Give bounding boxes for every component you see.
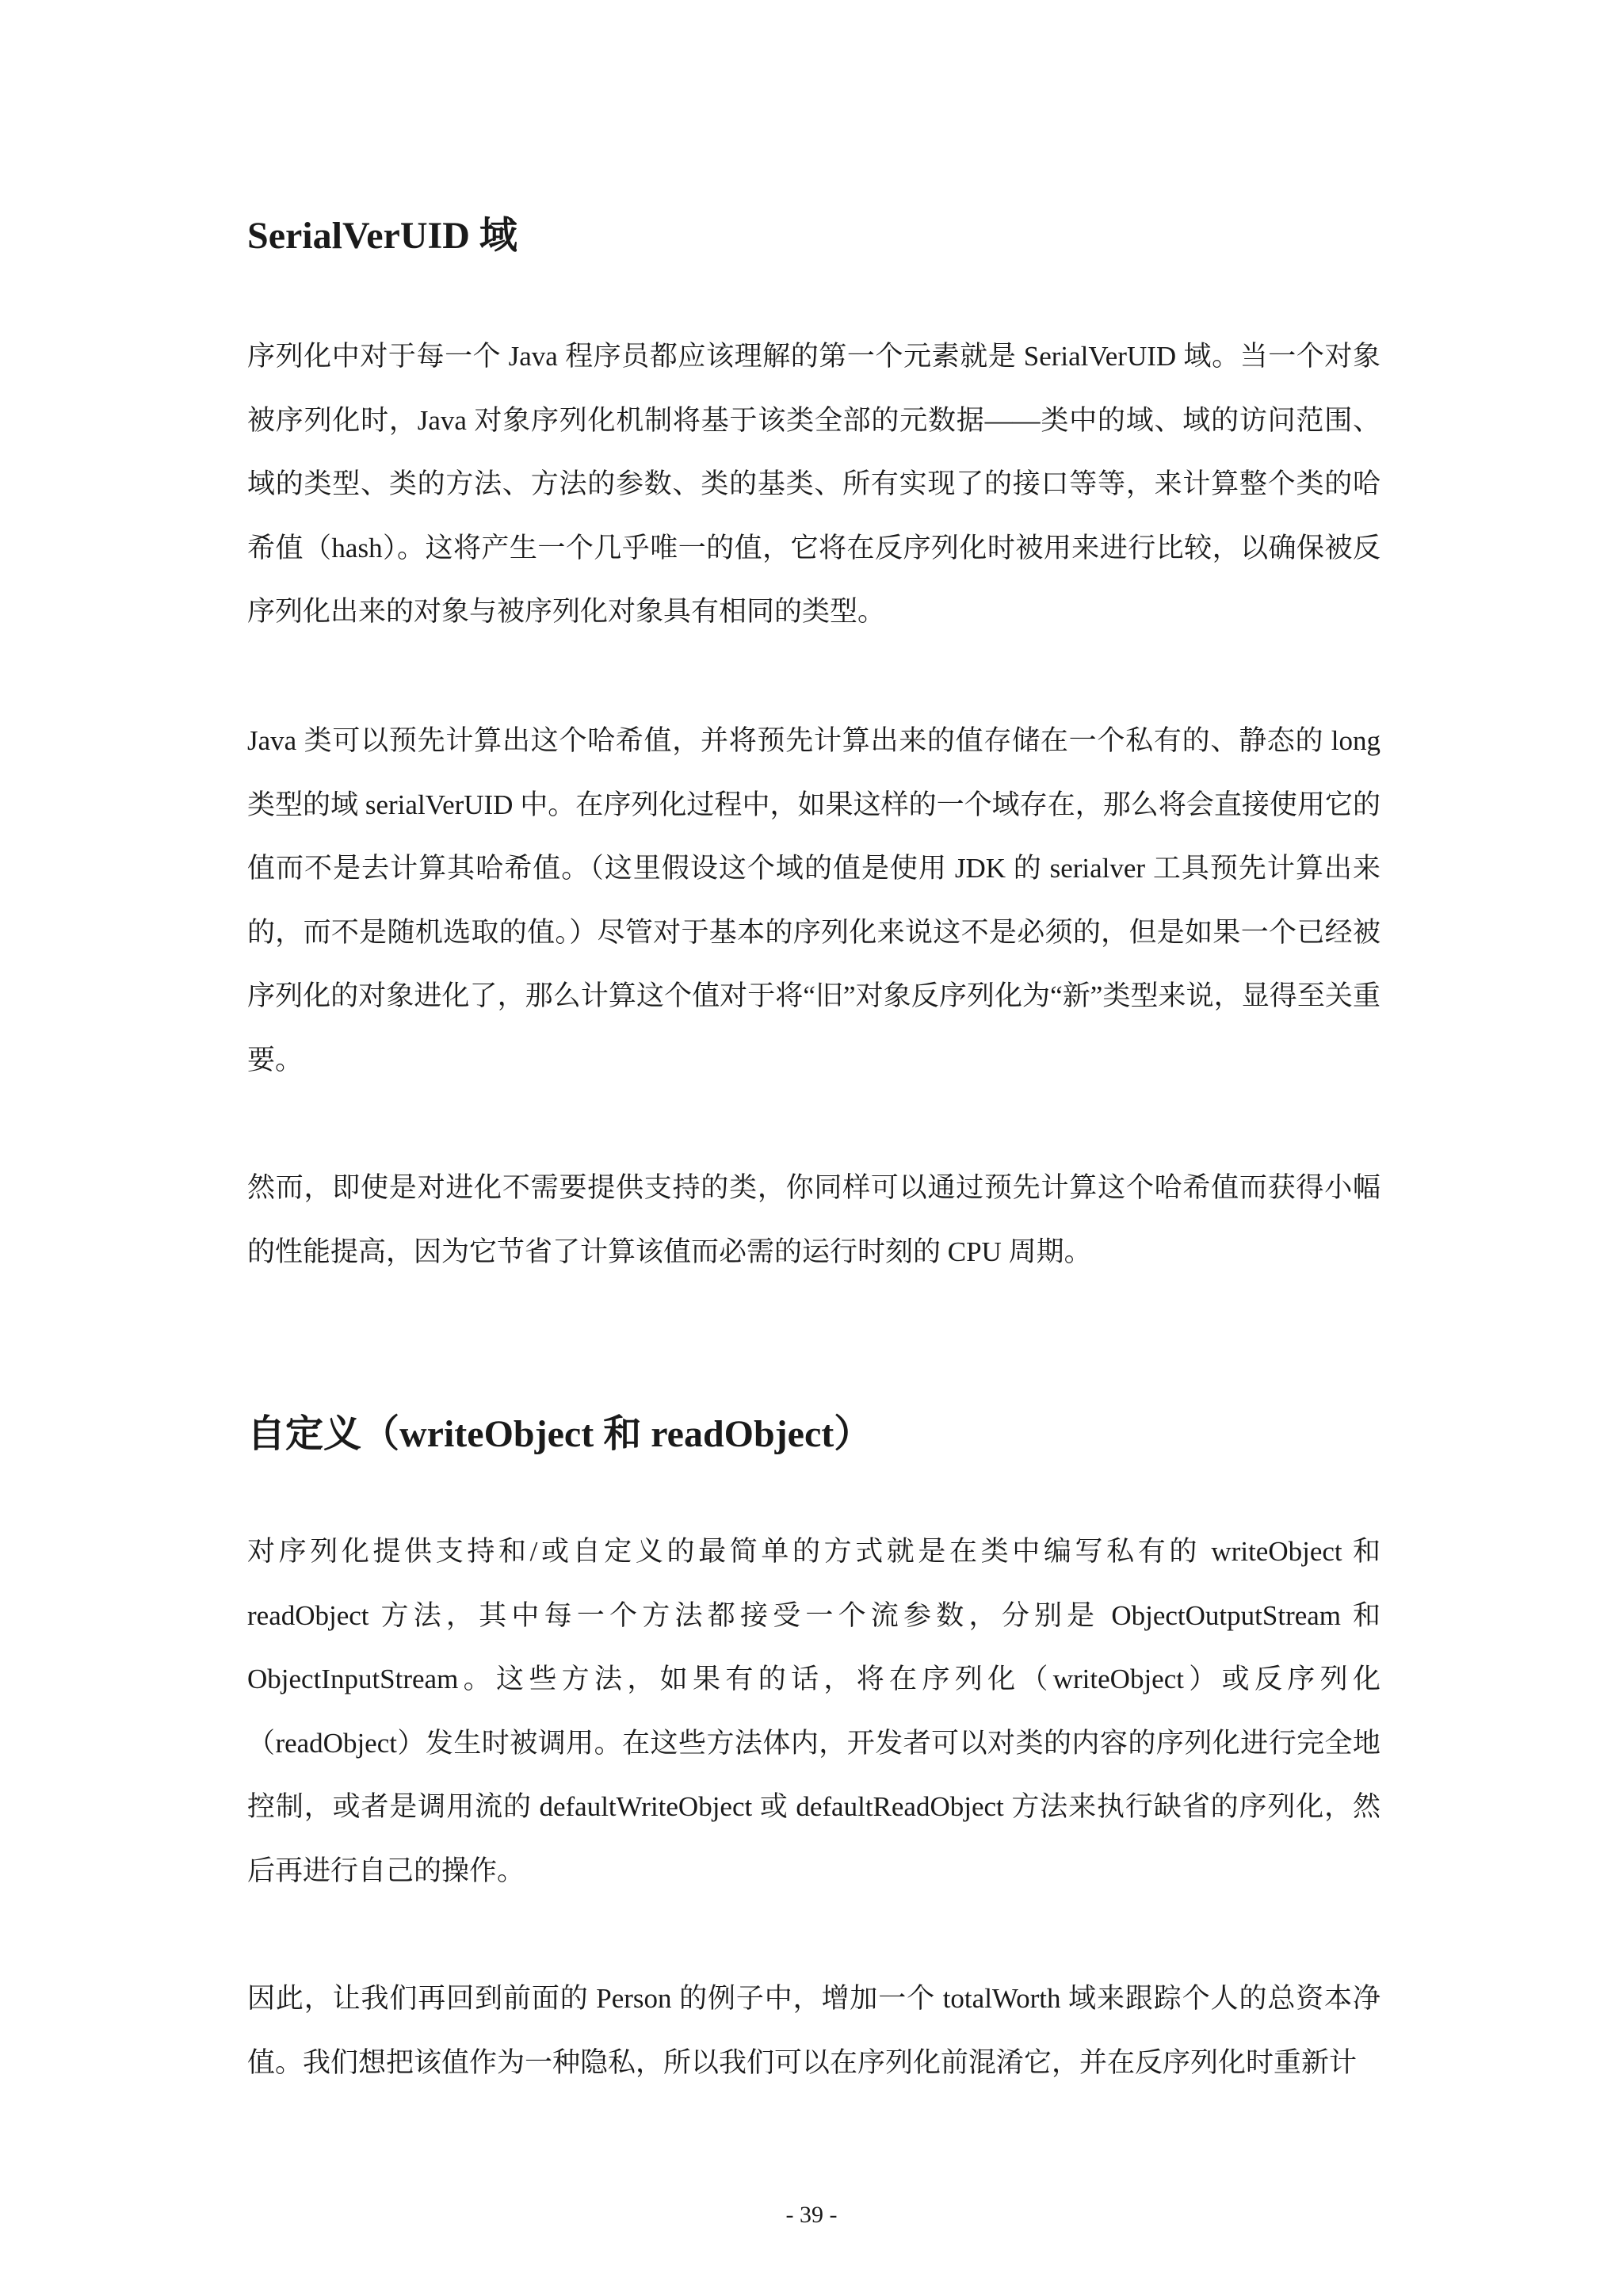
section-heading-customization: 自定义（writeObject 和 readObject）: [247, 1413, 873, 1455]
paragraph: 序列化中对于每一个 Java 程序员都应该理解的第一个元素就是 SerialVerUID 域。当一个对象被序列化时，Java 对象序列化机制将基于该类全部的元数据——类中的域、域的访问范围、域的类型、类的方法、方法的参数、类的基类、所有实现了的接口等等，来计算整个类的哈希值（hash）。这将产生一个几乎唯一的值，它将在反序列化时被用来进行比较，以确保被反序列化出来的对象与被序列化对象具有相同的类型。: [247, 341, 1381, 627]
section-heading-serialveruid: SerialVerUID 域: [247, 215, 517, 257]
paragraph: 对序列化提供支持和/或自定义的最简单的方式就是在类中编写私有的 writeObject 和 readObject 方法，其中每一个方法都接受一个流参数，分别是 ObjectOutputStream 和 ObjectInputStream。这些方法，如果有的话，将在序列化（writeObject）或反序列化（readObject）发生时被调用。在这些方法体内，开发者可以对类的内容的序列化进行完全地控制，或者是调用流的 defaultWriteObject 或 defaultReadObject 方法来执行缺省的序列化，然后再进行自己的操作。: [247, 1536, 1381, 1886]
paragraph: Java 类可以预先计算出这个哈希值，并将预先计算出来的值存储在一个私有的、静态的 long 类型的域 serialVerUID 中。在序列化过程中，如果这样的一个域存在，那么将会直接使用它的值而不是去计算其哈希值。（这里假设这个域的值是使用 JDK 的 serialver 工具预先计算出来的，而不是随机选取的值。）尽管对于基本的序列化来说这不是必须的，但是如果一个已经被序列化的对象进化了，那么计算这个值对于将“旧”对象反序列化为“新”类型来说，显得至关重要。: [247, 725, 1381, 1075]
page-number: - 39 -: [785, 2202, 838, 2228]
paragraph: 然而，即使是对进化不需要提供支持的类，你同样可以通过预先计算这个哈希值而获得小幅的性能提高，因为它节省了计算该值而必需的运行时刻的 CPU 周期。: [247, 1172, 1381, 1267]
paragraph: 因此，让我们再回到前面的 Person 的例子中，增加一个 totalWorth 域来跟踪个人的总资本净值。我们想把该值作为一种隐私，所以我们可以在序列化前混淆它，并在反序列化时重新计: [247, 1983, 1381, 2078]
